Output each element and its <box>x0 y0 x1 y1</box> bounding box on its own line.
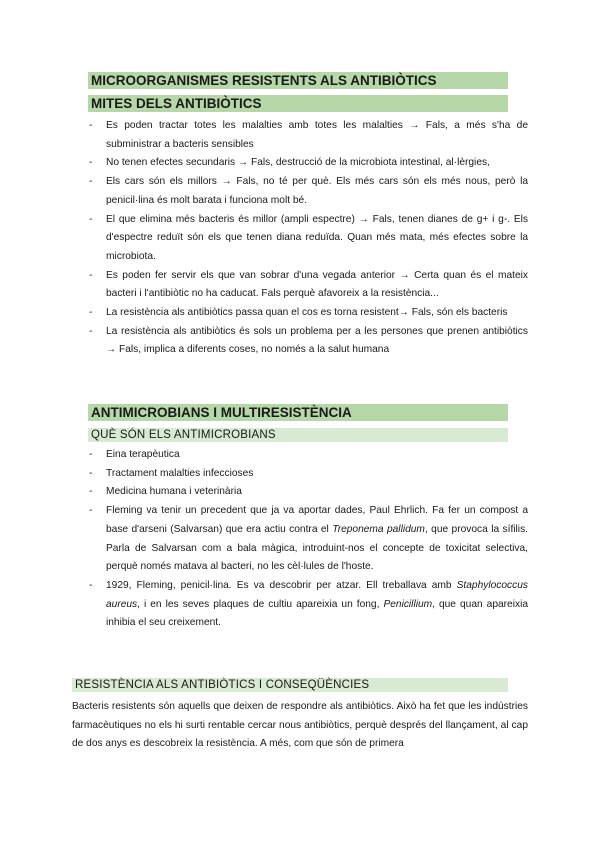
list-item: - El que elimina més bacteris és millor (ampli espectre) → Fals, tenen dianes de g+ i g-. Els d'espectre reduït són els que tenen diana reduïda. Quan més mata, més efectes sobre la microbiota. <box>88 211 528 267</box>
antimicrobials-list <box>88 446 528 633</box>
list-item: - Els cars són els millors → Fals, no té per què. Els més cars són els més nous, però la penicil·lina és molt barata i funciona molt bé. <box>88 173 528 210</box>
list-item: - La resistència als antibiòtics passa quan el cos es torna resistent→ Fals, són els bacteris <box>88 304 528 323</box>
myths-list <box>88 117 528 360</box>
list-item: - La resistència als antibiòtics és sols un problema per a les persones que prenen antibiòtics → Fals, implica a diferents coses, no només a la salut humana <box>88 323 528 360</box>
main-title: MICROORGANISMES RESISTENTS ALS ANTIBIÒTICS <box>88 72 508 89</box>
what-are-antimicrobials-heading: QUÈ SÓN ELS ANTIMICROBIANS <box>88 428 508 442</box>
species-name: Staphylococcus aureus <box>106 579 528 610</box>
list-item: - No tenen efectes secundaris → Fals, destrucció de la microbiota intestinal, al·lèrgies, <box>88 154 528 173</box>
list-item-1929: - 1929, Fleming, penicil·lina. Es va descobrir per atzar. Ell treballava amb Staphylococcus aureus, i en les seves plaques de cultiu apareixia un fong, Penicillium, que quan apareixia inhibia el seu creixement. <box>88 577 528 633</box>
antimicrobials-heading: ANTIMICROBIANS I MULTIRESISTÈNCIA <box>88 404 508 421</box>
species-name: Treponema pallidum <box>332 523 425 535</box>
species-name: Penicillium <box>383 598 433 610</box>
list-item: - Eina terapèutica <box>88 446 528 465</box>
list-item: - Tractament malalties infeccioses <box>88 465 528 484</box>
list-item: - Es poden tractar totes les malalties amb totes les malalties → Fals, a més s'ha de subministrar a bacteris sensibles <box>88 117 528 154</box>
resistance-paragraph: Bacteris resistents són aquells que deixen de respondre als antibiòtics. Això ha fet que les indústries farmacèutiques no els hi surti rentable cercar nous antibiòtics, perquè després del llançament, al cap de dos anys es descobreix la resistència. A més, com que són de primera <box>72 701 528 750</box>
list-item: - Es poden fer servir els que van sobrar d'una vegada anterior → Certa quan és el mateix bacteri i l'antibiòtic no ha caducat. Fals perquè afavoreix a la resistència... <box>88 267 528 304</box>
myths-heading: MITES DELS ANTIBIÒTICS <box>88 95 508 112</box>
list-item: - Medicina humana i veterinària <box>88 483 528 502</box>
list-item-fleming: - Fleming va tenir un precedent que ja va aportar dades, Paul Ehrlich. Fa fer un compost a base d'arseni (Salvarsan) que era actiu contra el Treponema pallidum, que provoca la sífilis. Parla de Salvarsan com a bala màgica, introduint-nos el concepte de toxicitat selectiva, perquè només matava al bacteri, no les cèl·lules de l'hoste. <box>88 502 528 577</box>
resistance-heading: RESISTÈNCIA ALS ANTIBIÒTICS I CONSEQÜÈNCIES <box>72 678 508 692</box>
